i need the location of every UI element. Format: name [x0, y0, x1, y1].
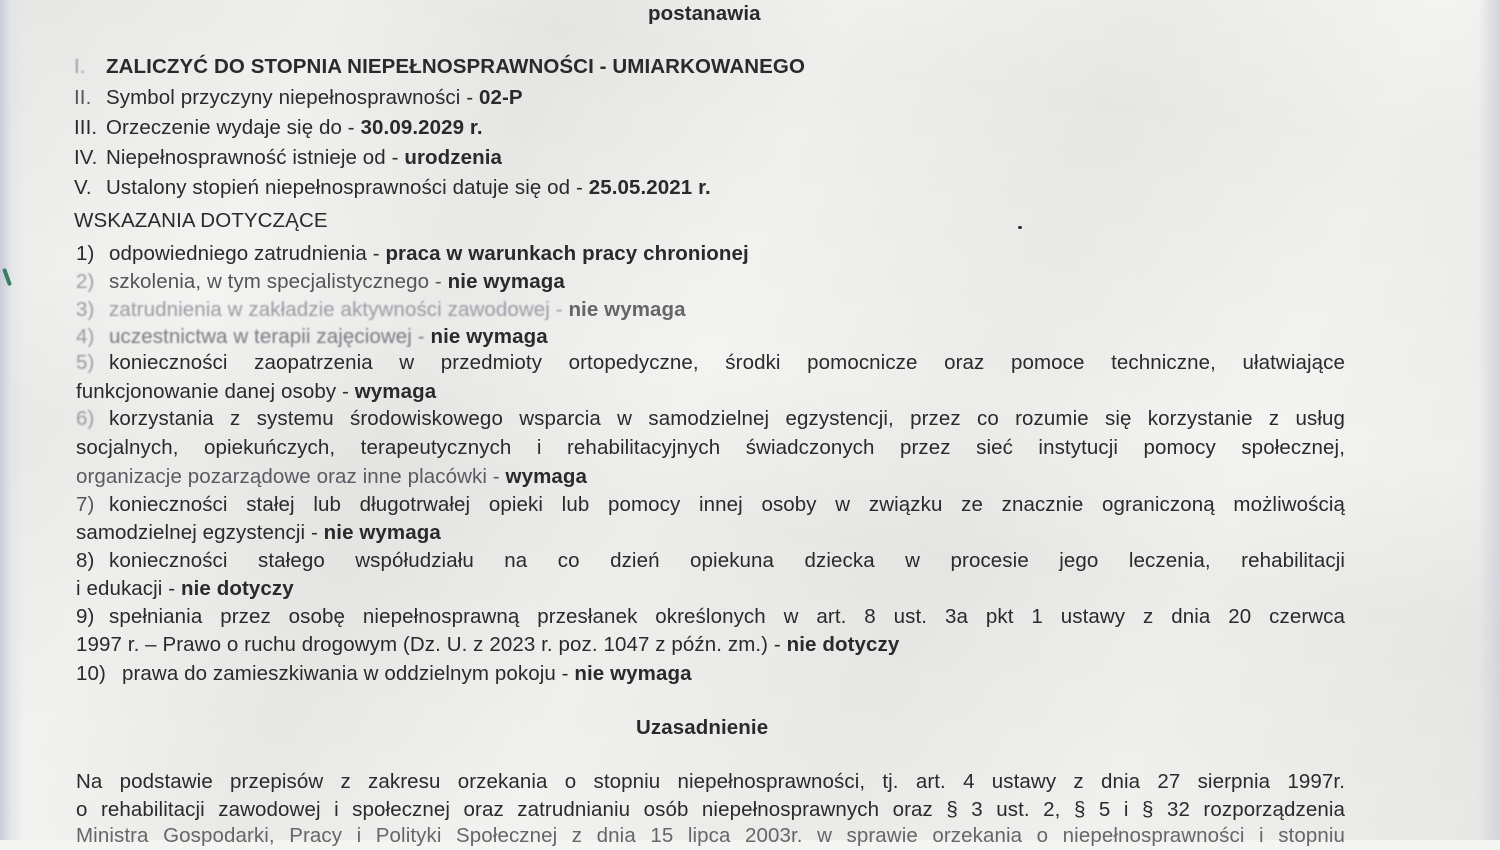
item-text: uczestnictwa w terapii zajęciowej -: [109, 325, 431, 348]
document-heading: [648, 0, 761, 28]
item-value: nie wymaga: [574, 662, 692, 685]
item-value: nie wymaga: [323, 521, 441, 544]
scan-edge-right: [1478, 0, 1500, 840]
item-value: wymaga: [505, 465, 588, 488]
justification-line-1: [76, 768, 1345, 796]
indication-item-9-line1: [76, 603, 1345, 631]
indication-item-5-line2: [76, 378, 436, 406]
item-value: wymaga: [354, 380, 437, 403]
decision-number: IV.: [74, 146, 98, 169]
item-number: 7): [76, 493, 95, 516]
item-number: 2): [76, 270, 95, 293]
item-value: nie wymaga: [447, 270, 565, 293]
indications-heading: [74, 207, 328, 235]
indication-item-7-line2: [76, 519, 441, 547]
justification-text: o rehabilitacji zawodowej i społecznej oraz zatrudnianiu osób niepełnosprawnych oraz § 3 ust. 2, § 5 i § 32 rozporządzenia: [76, 798, 1345, 821]
item-text: korzystania z systemu środowiskowego wsparcia w samodzielnej egzystencji, przez co rozumie się korzystanie z usług: [109, 407, 1345, 430]
indication-item-4: [76, 323, 548, 351]
justification-text: Na podstawie przepisów z zakresu orzekania o stopniu niepełnosprawności, tj. art. 4 ustawy z dnia 27 sierpnia 1997r.: [76, 770, 1345, 793]
item-number: 4): [76, 325, 95, 348]
item-text: zatrudnienia w zakładzie aktywności zawodowej -: [109, 298, 569, 321]
decision-number: II.: [74, 86, 92, 109]
item-number: 9): [76, 605, 95, 628]
indication-item-8-line1: [76, 547, 1345, 575]
indication-item-8-line2: [76, 575, 294, 603]
decision-value: 30.09.2029 r.: [360, 116, 483, 139]
indication-item-10: [76, 660, 692, 688]
indication-item-3: [76, 296, 686, 324]
decision-value: 25.05.2021 r.: [588, 176, 711, 199]
scan-edge-left: [0, 0, 24, 840]
indication-item-9-line2: [76, 631, 899, 659]
decision-number: I.: [74, 55, 86, 78]
item-value: praca w warunkach pracy chronionej: [385, 242, 749, 265]
item-text: i edukacji -: [76, 577, 181, 600]
ink-dot: [1018, 226, 1022, 229]
item-value: nie dotyczy: [180, 577, 294, 600]
decision-I: [74, 53, 805, 81]
item-value: nie wymaga: [430, 325, 548, 348]
item-text: prawa do zamieszkiwania w oddzielnym pokoju -: [122, 662, 575, 685]
item-number: 5): [76, 351, 95, 374]
item-number: 10): [76, 662, 106, 685]
decision-number: III.: [74, 116, 98, 139]
justification-text: Ministra Gospodarki, Pracy i Polityki Społecznej z dnia 15 lipca 2003r. w sprawie orzekania o niepełnosprawności i stopniu: [76, 824, 1345, 847]
decision-label: Ustalony stopień niepełnosprawności datuje się od -: [106, 176, 589, 199]
item-text: konieczności stałego współudziału na co dzień opiekuna dziecka w procesie jego leczenia, rehabilitacji: [109, 549, 1345, 572]
item-number: 6): [76, 407, 95, 430]
justification-line-3: [76, 822, 1345, 850]
indication-item-6-line3: [76, 463, 587, 491]
indication-item-2: [76, 268, 565, 296]
decision-label: Orzeczenie wydaje się do -: [106, 116, 361, 139]
item-text: socjalnych, opiekuńczych, terapeutycznych i rehabilitacyjnych świadczonych przez sieć instytucji pomocy społecznej,: [76, 436, 1345, 459]
indications-heading-text: WSKAZANIA DOTYCZĄCE: [74, 209, 328, 232]
decision-label: ZALICZYĆ DO STOPNIA NIEPEŁNOSPRAWNOŚCI -: [106, 55, 613, 78]
item-text: konieczności stałej lub długotrwałej opieki lub pomocy innej osoby w związku ze znacznie ograniczoną możliwością: [109, 493, 1345, 516]
decision-IV: [74, 144, 502, 172]
indication-item-6-line2: [76, 434, 1345, 462]
item-number: 3): [76, 298, 95, 321]
item-text: odpowiedniego zatrudnienia -: [109, 242, 386, 265]
decision-value: UMIARKOWANEGO: [612, 55, 806, 78]
item-value: nie dotyczy: [786, 633, 900, 656]
indication-item-7-line1: [76, 491, 1345, 519]
item-text: funkcjonowanie danej osoby -: [76, 380, 355, 403]
decision-value: urodzenia: [404, 146, 503, 169]
decision-II: [74, 84, 523, 112]
item-text: 1997 r. – Prawo o ruchu drogowym (Dz. U. z 2023 r. poz. 1047 z późn. zm.) -: [76, 633, 787, 656]
decision-label: Niepełnosprawność istnieje od -: [106, 146, 405, 169]
justification-heading-text: Uzasadnienie: [636, 716, 769, 739]
indication-item-1: [76, 240, 749, 268]
item-text: konieczności zaopatrzenia w przedmioty ortopedyczne, środki pomocnicze oraz pomoce techniczne, ułatwiające: [109, 351, 1345, 374]
item-text: samodzielnej egzystencji -: [76, 521, 324, 544]
item-value: nie wymaga: [568, 298, 686, 321]
item-number: 1): [76, 242, 95, 265]
item-number: 8): [76, 549, 95, 572]
heading-text: postanawia: [648, 2, 761, 25]
item-text: spełniania przez osobę niepełnosprawną przesłanek określonych w art. 8 ust. 3a pkt 1 ustawy z dnia 20 czerwca: [109, 605, 1345, 628]
justification-heading: [636, 714, 768, 742]
decision-number: V.: [74, 176, 92, 199]
indication-item-5-line1: [76, 349, 1345, 377]
decision-value: 02-P: [478, 86, 523, 109]
decision-label: Symbol przyczyny niepełnosprawności -: [106, 86, 479, 109]
decision-V: [74, 174, 711, 202]
item-text: szkolenia, w tym specjalistycznego -: [109, 270, 448, 293]
indication-item-6-line1: [76, 405, 1345, 433]
decision-III: [74, 114, 483, 142]
justification-line-2: [76, 796, 1345, 824]
item-text: organizacje pozarządowe oraz inne placówki -: [76, 465, 506, 488]
